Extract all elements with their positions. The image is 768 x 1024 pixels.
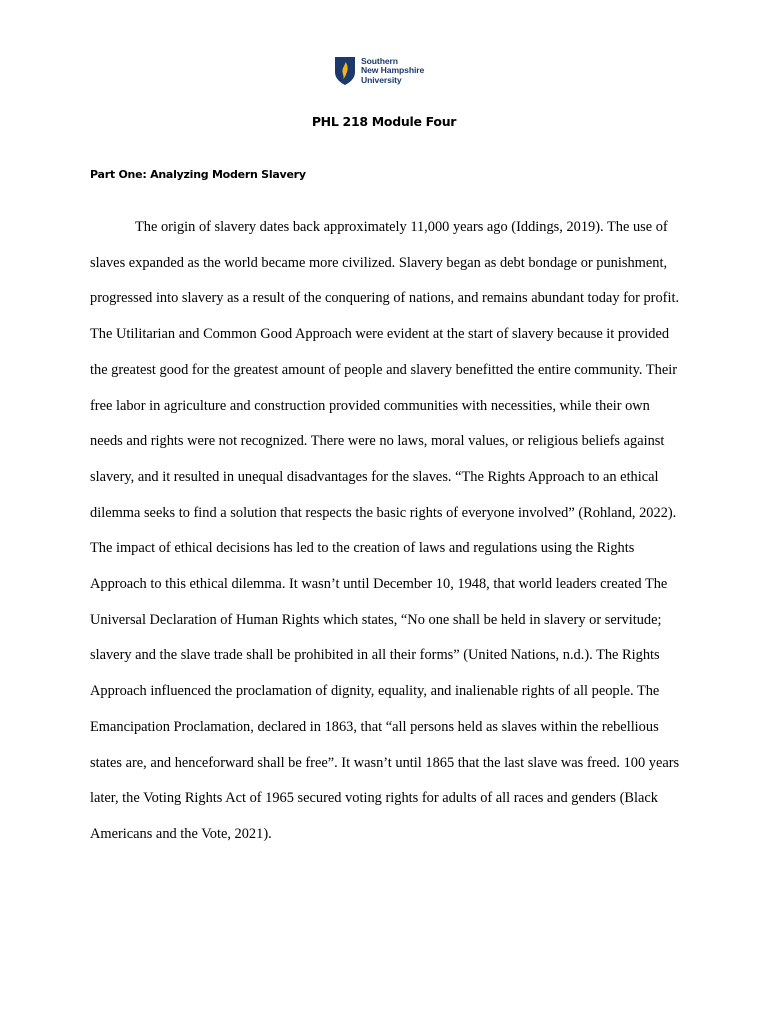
logo-line-2: New Hampshire: [361, 65, 425, 76]
section-heading: Part One: Analyzing Modern Slavery: [90, 168, 306, 181]
university-logo: [334, 56, 424, 86]
body-paragraph: The origin of slavery dates back approximately 11,000 years ago (Iddings, 2019). The use of slaves expanded as the world became more civilized. Slavery began as debt bondage or punishment, progressed into slavery as a result of the conquering of nations, and remains abundant today for profit. The Utilitarian and Common Good Approach were evident at the start of slavery because it provided the greatest good for the greatest amount of people and slavery benefitted the entire community. Their free labor in agriculture and construction provided communities with necessities, while their own needs and rights were not recognized. There were no laws, moral values, or religious beliefs against slavery, and it resulted in unequal disadvantages for the slaves. “The Rights Approach to an ethical dilemma seeks to find a solution that respects the basic rights of everyone involved” (Rohland, 2022). The impact of ethical decisions has led to the creation of laws and regulations using the Rights Approach to this ethical dilemma. It wasn’t until December 10, 1948, that world leaders created The Universal Declaration of Human Rights which states, “No one shall be held in slavery or servitude; slavery and the slave trade shall be prohibited in all their forms” (United Nations, n.d.). The Rights Approach influenced the proclamation of dignity, equality, and inalienable rights of all people. The Emancipation Proclamation, declared in 1863, that “all persons held as slaves within the rebellious states are, and henceforward shall be free”. It wasn’t until 1865 that the last slave was freed. 100 years later, the Voting Rights Act of 1965 secured voting rights for adults of all races and genders (Black Americans and the Vote, 2021).: [90, 219, 680, 842]
logo-line-1: Southern: [361, 55, 398, 66]
shield-flame-icon: [334, 56, 356, 86]
logo-line-3: University: [361, 74, 402, 85]
logo-wordmark: [361, 57, 424, 86]
document-title: PHL 218 Module Four: [311, 114, 457, 129]
